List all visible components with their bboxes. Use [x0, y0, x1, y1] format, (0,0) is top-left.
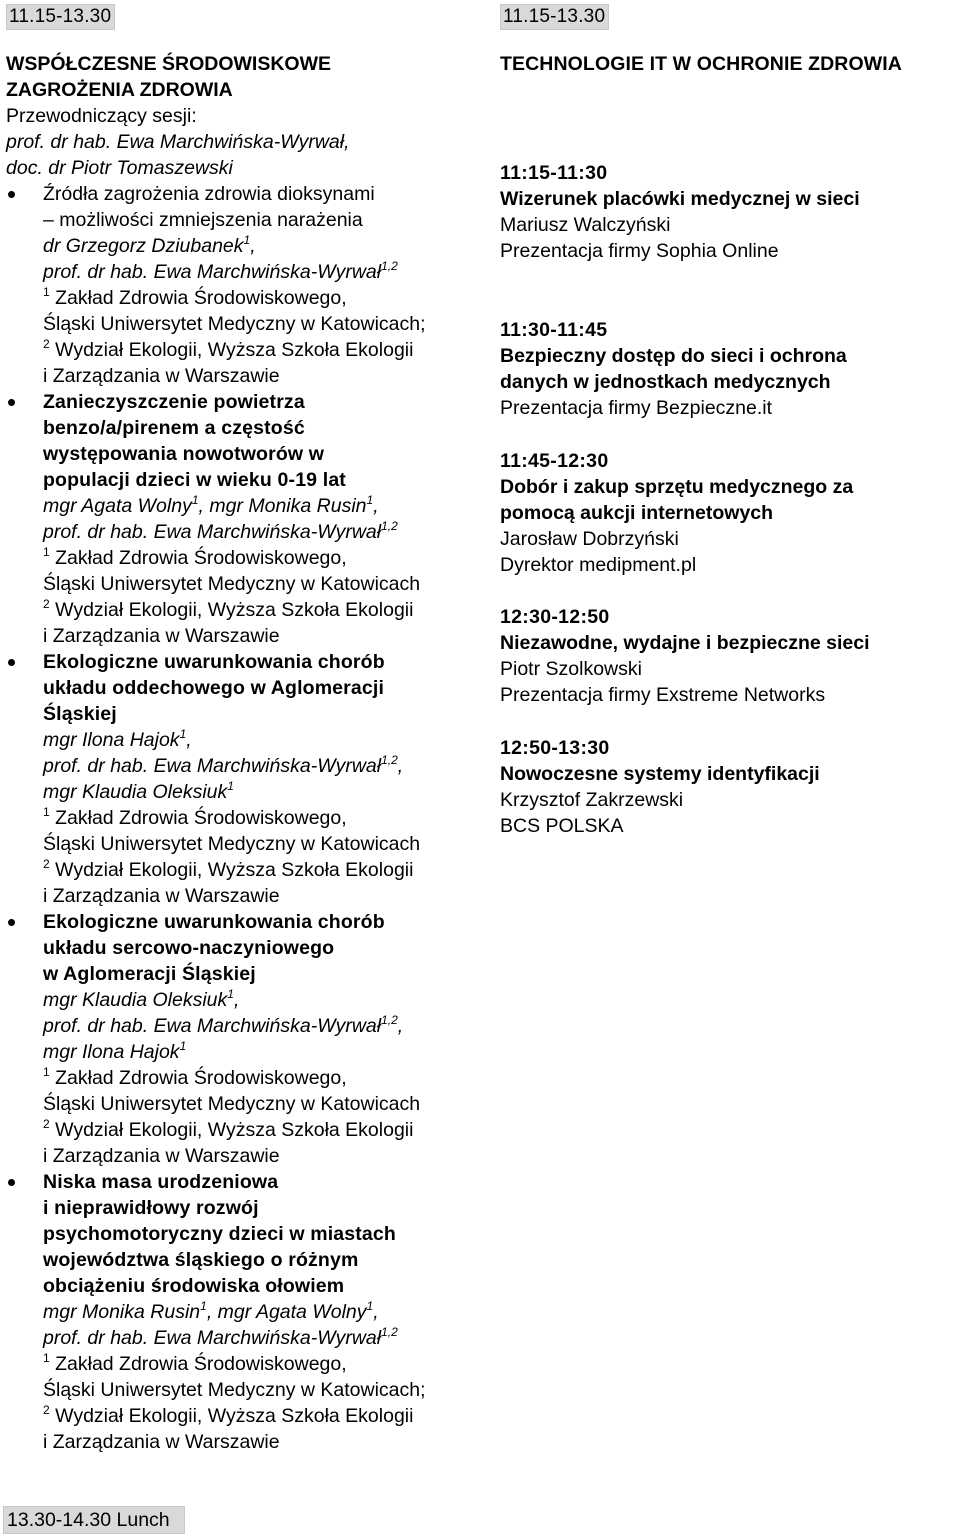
slot-title-line: Bezpieczny dostęp do sieci i ochrona [500, 345, 847, 367]
talk-affiliation: $^1$ Zakład Zdrowia Środowiskowego, [43, 544, 347, 569]
talk-title-line: występowania nowotworów w [43, 443, 325, 465]
schedule-slot [500, 604, 956, 708]
talk-title-line: Niska masa urodzeniowa [43, 1171, 279, 1193]
slot-info: Jarosław Dobrzyński [500, 528, 679, 550]
talk-author: mgr Klaudia Oleksiuk$^1$, [43, 986, 240, 1011]
talk-item [6, 909, 476, 1169]
left-session-column [6, 4, 476, 1455]
talk-affiliation: Śląski Uniwersytet Medyczny w Katowicach [43, 573, 421, 595]
bullet-icon [8, 399, 15, 406]
talk-title-line: Źródła zagrożenia zdrowia dioksynami [43, 183, 375, 205]
right-session-title: TECHNOLOGIE IT W OCHRONIE ZDROWIA [500, 53, 902, 75]
talk-affiliation: $^1$ Zakład Zdrowia Środowiskowego, [43, 804, 347, 829]
right-session-time: 11.15-13.30 [500, 4, 609, 30]
talk-affiliation: $^1$ Zakład Zdrowia Środowiskowego, [43, 1064, 347, 1089]
slot-title-line: danych w jednostkach medycznych [500, 371, 831, 393]
chair-person: prof. dr hab. Ewa Marchwińska-Wyrwał, [6, 131, 350, 153]
talk-title-line: w Aglomeracji Śląskiej [43, 963, 256, 985]
slot-title-line: Niezawodne, wydajne i bezpieczne sieci [500, 632, 870, 654]
slot-info: BCS POLSKA [500, 815, 624, 837]
talk-affiliation: Śląski Uniwersytet Medyczny w Katowicach [43, 833, 421, 855]
talk-author: prof. dr hab. Ewa Marchwińska-Wyrwał$^{1,2}$, [43, 752, 404, 777]
slot-time: 12:30-12:50 [500, 606, 610, 628]
chair-person: doc. dr Piotr Tomaszewski [6, 157, 233, 179]
bullet-icon [8, 191, 15, 198]
slot-info: Prezentacja firmy Bezpieczne.it [500, 397, 773, 419]
left-session-title-line: ZAGROŻENIA ZDROWIA [6, 79, 233, 101]
talk-title-line: województwa śląskiego o różnym [43, 1249, 359, 1271]
talk-affiliation: Śląski Uniwersytet Medyczny w Katowicach; [43, 1379, 426, 1401]
talk-affiliation: Śląski Uniwersytet Medyczny w Katowicach [43, 1093, 421, 1115]
bullet-icon [8, 659, 15, 666]
talk-title-line: układu sercowo-naczyniowego [43, 937, 335, 959]
talk-affiliation: i Zarządzania w Warszawie [43, 1145, 280, 1167]
talk-affiliation: $^1$ Zakład Zdrowia Środowiskowego, [43, 284, 347, 309]
slot-info: Mariusz Walczyński [500, 214, 671, 236]
schedule-slot [500, 160, 956, 264]
slot-info: Dyrektor medipment.pl [500, 554, 697, 576]
talk-title-line: Ekologiczne uwarunkowania chorób [43, 911, 385, 933]
talk-affiliation: $^2$ Wydział Ekologii, Wyższa Szkoła Ekologii [43, 1402, 414, 1427]
slot-time: 11:45-12:30 [500, 450, 609, 472]
talk-item [6, 389, 476, 649]
slot-time: 11:15-11:30 [500, 162, 608, 184]
talk-title-line: Ekologiczne uwarunkowania chorób [43, 651, 385, 673]
slot-info: Piotr Szolkowski [500, 658, 642, 680]
talk-author: mgr Agata Wolny$^1$, mgr Monika Rusin$^1$, [43, 492, 379, 517]
talk-author: prof. dr hab. Ewa Marchwińska-Wyrwał$^{1,2}$ [43, 1324, 398, 1349]
talk-affiliation: i Zarządzania w Warszawie [43, 885, 280, 907]
talk-affiliation: i Zarządzania w Warszawie [43, 625, 280, 647]
talk-title-line: Zanieczyszczenie powietrza [43, 391, 305, 413]
talk-title-line: Śląskiej [43, 703, 117, 725]
schedule-slot [500, 735, 956, 839]
talk-author: mgr Monika Rusin$^1$, mgr Agata Wolny$^1$, [43, 1298, 379, 1323]
chair-label: Przewodniczący sesji: [6, 105, 197, 127]
schedule-slot [500, 317, 956, 421]
talk-title-line: i nieprawidłowy rozwój [43, 1197, 259, 1219]
schedule-slot [500, 448, 956, 578]
talk-title-line: układu oddechowego w Aglomeracji [43, 677, 385, 699]
bullet-icon [8, 1179, 15, 1186]
bullet-icon [8, 919, 15, 926]
left-session-time: 11.15-13.30 [6, 4, 115, 30]
talk-author: mgr Ilona Hajok$^1$, [43, 726, 192, 751]
talk-item [6, 1169, 476, 1455]
lunch-break-badge: 13.30-14.30 Lunch [3, 1506, 185, 1534]
slot-info: Krzysztof Zakrzewski [500, 789, 684, 811]
talk-author: mgr Ilona Hajok$^1$ [43, 1038, 187, 1063]
left-session-title-line: WSPÓŁCZESNE ŚRODOWISKOWE [6, 53, 332, 75]
talk-affiliation: $^2$ Wydział Ekologii, Wyższa Szkoła Ekologii [43, 596, 414, 621]
talk-affiliation: $^2$ Wydział Ekologii, Wyższa Szkoła Ekologii [43, 336, 414, 361]
talk-affiliation: i Zarządzania w Warszawie [43, 1431, 280, 1453]
right-session-column [500, 4, 956, 837]
talk-title-line: populacji dzieci w wieku 0-19 lat [43, 469, 346, 491]
slot-time: 11:30-11:45 [500, 319, 608, 341]
talk-item [6, 649, 476, 909]
left-session-title [6, 51, 476, 103]
talk-affiliation: $^1$ Zakład Zdrowia Środowiskowego, [43, 1350, 347, 1375]
slot-title-line: pomocą aukcji internetowych [500, 502, 774, 524]
talk-affiliation: $^2$ Wydział Ekologii, Wyższa Szkoła Ekologii [43, 856, 414, 881]
talk-title-line: psychomotoryczny dzieci w miastach [43, 1223, 396, 1245]
talk-affiliation: i Zarządzania w Warszawie [43, 365, 280, 387]
slot-title-line: Nowoczesne systemy identyfikacji [500, 763, 820, 785]
talk-author: prof. dr hab. Ewa Marchwińska-Wyrwał$^{1,2}$, [43, 1012, 404, 1037]
talk-affiliation: Śląski Uniwersytet Medyczny w Katowicach; [43, 313, 426, 335]
slot-title-line: Wizerunek placówki medycznej w sieci [500, 188, 860, 210]
slot-title-line: Dobór i zakup sprzętu medycznego za [500, 476, 854, 498]
slot-info: Prezentacja firmy Exstreme Networks [500, 684, 826, 706]
slot-info: Prezentacja firmy Sophia Online [500, 240, 779, 262]
talk-author: mgr Klaudia Oleksiuk$^1$ [43, 778, 234, 803]
slot-time: 12:50-13:30 [500, 737, 610, 759]
talk-author: prof. dr hab. Ewa Marchwińska-Wyrwał$^{1,2}$ [43, 258, 398, 283]
talk-title-line: benzo/a/pirenem a częstość [43, 417, 305, 439]
talk-title-line: obciążeniu środowiska ołowiem [43, 1275, 345, 1297]
talk-author: dr Grzegorz Dziubanek$^1$, [43, 232, 256, 257]
talk-affiliation: $^2$ Wydział Ekologii, Wyższa Szkoła Ekologii [43, 1116, 414, 1141]
talk-title-line: – możliwości zmniejszenia narażenia [43, 209, 363, 231]
talk-author: prof. dr hab. Ewa Marchwińska-Wyrwał$^{1,2}$ [43, 518, 398, 543]
talk-item [6, 181, 476, 389]
